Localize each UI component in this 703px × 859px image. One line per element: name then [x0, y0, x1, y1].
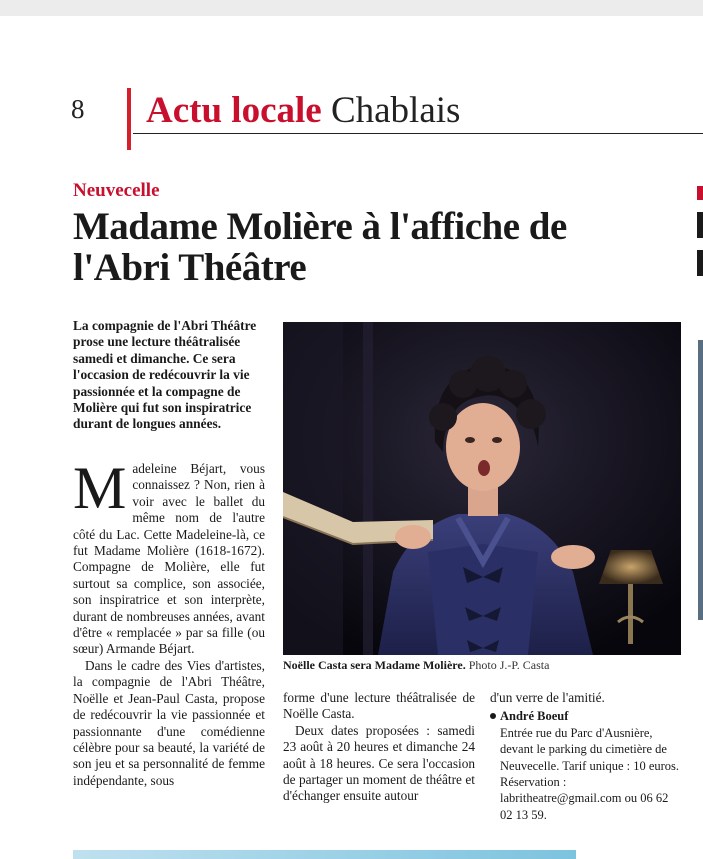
header-rule: [133, 133, 703, 134]
drop-cap: M: [73, 455, 127, 521]
paragraph-3-continued: d'un verre de l'amitié.: [490, 690, 605, 705]
adjacent-article-photo: [698, 340, 703, 620]
photo-caption: [283, 657, 683, 673]
page-number: 8: [71, 94, 85, 124]
section-divider-bar: [127, 88, 131, 150]
section-title: Actu locale: [146, 90, 322, 131]
paragraph-1-text: adeleine Béjart, vous connaissez ? Non, rien à voir avec le ballet du même nom de l'autre côté du Lac. Cette Madeleine-là, ce fut Madame Molière (1618-1672). Compagne de Molière, elle fut surtout sa complice, son associée, son inspiratrice et son interprète, durant de nombreuses années, avant d'être « remplacée » par sa fille (ou sœur) Armande Béjart.: [73, 461, 265, 657]
practical-info: Entrée rue du Parc d'Ausnière, devant le parking du cimetière de Neuvecelle. Tarif unique : 10 euros. Réservation : labritheatre@gmail.com ou 06 62 02 13 59.: [500, 725, 680, 822]
article-lead: La compagnie de l'Abri Théâtre prose une lecture théâtralisée samedi et dimanche. Ce sera l'occasion de redécouvrir la vie passionnée et la compagne de Molière qui fut son inspiratrice durant de longues années.: [73, 318, 257, 432]
article-column-2: [283, 690, 475, 805]
section-subtitle: Chablais: [330, 90, 461, 131]
adjacent-article-headline-2: [697, 250, 703, 276]
article-column-1: [73, 455, 265, 789]
author-name: André Boeuf: [500, 709, 569, 724]
section-header: [146, 88, 460, 134]
article-headline: Madame Molière à l'affiche de l'Abri Théâtre: [73, 205, 567, 289]
article-photo: [283, 322, 681, 655]
bullet-icon: [490, 713, 496, 719]
caption-text: Noëlle Casta sera Madame Molière.: [283, 658, 466, 672]
article-paragraph-2: Dans le cadre des Vies d'artistes, la compagnie de l'Abri Théâtre, Noëlle et Jean-Paul Casta, propose de redécouvrir la vie passionnée et passionnante d'une comédienne célèbre pour sa beauté, la variété de son jeu et sa personnalité de femme indépendante, sous: [73, 657, 265, 788]
paragraph-2-continued: forme d'une lecture théâtralisée de Noëlle Casta.: [283, 690, 475, 722]
article-kicker: Neuvecelle: [73, 180, 160, 201]
actress-portrait-illustration: [283, 322, 681, 655]
article-paragraph-1: [73, 455, 265, 658]
article-paragraph-3: Deux dates proposées : samedi 23 août à 20 heures et dimanche 24 août à 18 heures. Ce sera l'occasion de partager un moment de théâtre et d'échanger ensuite autour: [283, 722, 475, 804]
adjacent-article-kicker: [697, 186, 703, 200]
adjacent-article-headline: [697, 212, 703, 238]
bottom-advert-band: [73, 850, 576, 859]
article-column-3: [490, 690, 680, 823]
top-margin-band: [0, 0, 703, 16]
author-byline: [490, 708, 680, 724]
photo-credit: Photo J.-P. Casta: [468, 658, 550, 672]
